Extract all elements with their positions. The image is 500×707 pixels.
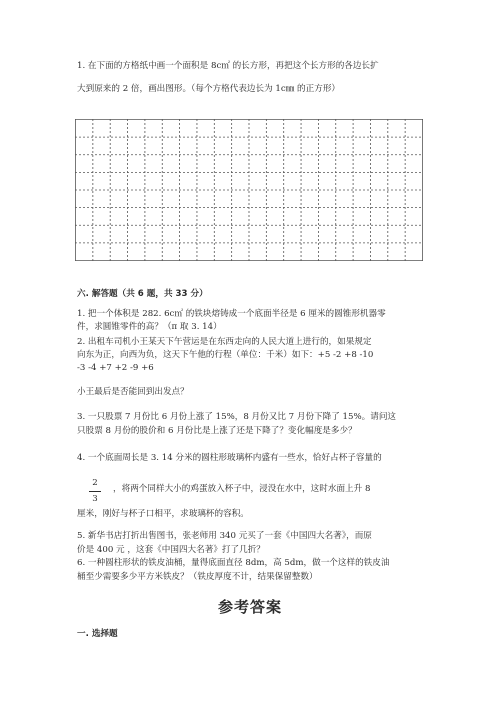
problem-5-line1: 5. 新华书店打折出售图书，张老师用 340 元买了一套《中国四大名著》，而原: [77, 531, 372, 541]
section-1-title: 一. 选择题: [77, 629, 118, 639]
problem-2-question: 小王最后是否能回到出发点？: [77, 387, 189, 397]
problem-3-line1: 3. 一只股票 7 月份比 6 月份上涨了 15%，8 月份又比 7 月份下降了 15%。请问这: [77, 412, 397, 422]
problem-6-line2: 桶至少需要多少平方米铁皮？（铁皮厚度不计，结果保留整数）: [77, 572, 318, 582]
problem-6-line1: 6. 一种圆柱形状的铁皮油桶，量得底面直径 8dm，高 5dm，做一个这样的铁皮油: [77, 558, 390, 568]
fraction-two-thirds: [89, 478, 101, 505]
q1-line1: 1. 在下面的方格纸中画一个面积是 8c㎡ 的长方形，再把这个长方形的各边长扩: [77, 61, 379, 71]
fraction-denominator: 3: [92, 494, 98, 504]
problem-4-line2: ，将两个同样大小的鸡蛋放入杯子中，浸没在水中，这时水面上升 8: [113, 484, 371, 494]
fraction-bar: [89, 491, 101, 492]
grid-paper: [75, 119, 423, 261]
problem-2-line2: 向东为正，向西为负，这天下午他的行程（单位：千米）如下：+5 -2 +8 -10: [77, 350, 374, 360]
problem-4-line3: 厘米，刚好与杯子口相平，求玻璃杯的容积。: [77, 509, 249, 519]
answer-key-title: 参考答案: [217, 598, 282, 616]
fraction-numerator: 2: [92, 478, 98, 488]
q1-line2: 大到原来的 2 倍，画出图形。（每个方格代表边长为 1c㎜ 的正方形）: [77, 84, 341, 94]
problem-4-line1: 4. 一个底面周长是 3. 14 分米的圆柱形玻璃杯内盛有一些水，恰好占杯子容量的: [77, 453, 382, 463]
section-6-title: 六. 解答题（共 6 题，共 33 分）: [77, 289, 208, 299]
problem-5-line2: 价是 400 元 ，这套《中国四大名著》打了几折？: [77, 545, 265, 555]
problem-1-line2: 件，求圆锥零件的高？（π 取 3. 14）: [77, 322, 222, 332]
problem-1-line1: 1. 把一个体积是 282. 6c㎡ 的铁块熔铸成一个底面半径是 6 厘米的圆锥形机器零: [77, 309, 386, 319]
problem-2-line3: -3 -4 +7 +2 -9 +6: [77, 363, 154, 373]
problem-2-line1: 2. 出租车司机小王某天下午营运是在东西走向的人民大道上进行的，如果规定: [77, 337, 372, 347]
problem-3-line2: 只股票 8 月份的股价和 6 月份比是上涨了还是下降了？变化幅度是多少？: [77, 426, 357, 436]
